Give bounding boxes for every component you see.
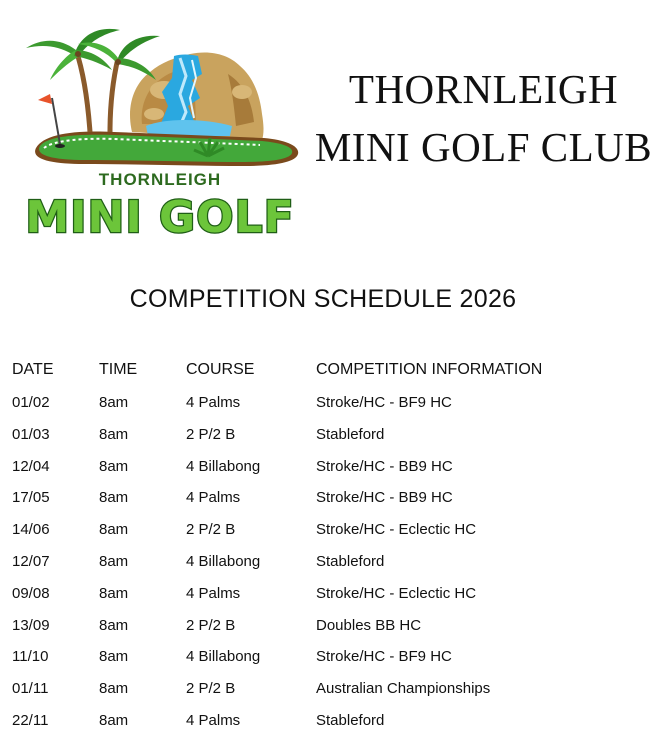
row-time: 8am bbox=[99, 521, 129, 539]
table-row bbox=[0, 516, 667, 548]
table-row bbox=[0, 484, 667, 516]
row-info: Stroke/HC - BB9 HC bbox=[316, 457, 453, 475]
header-competition-information: COMPETITION INFORMATION bbox=[316, 361, 543, 378]
table-row bbox=[0, 612, 667, 644]
row-course: 4 Palms bbox=[186, 584, 241, 602]
row-time: 8am bbox=[99, 584, 129, 602]
row-info: Stableford bbox=[316, 425, 385, 443]
row-time: 8am bbox=[99, 489, 129, 507]
table-row bbox=[0, 548, 667, 580]
row-date: 12/07 bbox=[12, 552, 50, 570]
row-info: Stroke/HC - BF9 HC bbox=[316, 394, 452, 411]
table-row bbox=[0, 707, 667, 739]
club-name-heading bbox=[300, 60, 667, 176]
row-time: 8am bbox=[99, 680, 129, 698]
table-row bbox=[0, 453, 667, 485]
row-time: 8am bbox=[99, 552, 129, 570]
row-course: 4 Palms bbox=[186, 711, 241, 729]
header-course: COURSE bbox=[186, 361, 255, 378]
schedule-title: COMPETITION SCHEDULE 2026 bbox=[129, 285, 517, 313]
schedule-table bbox=[0, 356, 667, 739]
header-time: TIME bbox=[99, 361, 138, 378]
row-date: 13/09 bbox=[12, 616, 50, 634]
row-date: 11/10 bbox=[12, 648, 49, 666]
row-date: 12/04 bbox=[12, 457, 50, 475]
row-time: 8am bbox=[99, 616, 129, 634]
row-info: Stableford bbox=[316, 552, 385, 570]
row-course: 4 Billabong bbox=[186, 552, 261, 570]
club-logo bbox=[14, 14, 306, 242]
logo-text-thornleigh: THORNLEIGH bbox=[98, 170, 222, 189]
row-course: 2 P/2 B bbox=[186, 425, 236, 443]
row-time: 8am bbox=[99, 425, 129, 443]
row-date: 14/06 bbox=[12, 521, 50, 539]
row-course: 4 Billabong bbox=[186, 457, 261, 475]
row-info: Doubles BB HC bbox=[316, 616, 422, 634]
row-date: 09/08 bbox=[12, 584, 50, 602]
row-info: Stroke/HC - Eclectic HC bbox=[316, 584, 477, 602]
row-date: 01/11 bbox=[12, 680, 49, 698]
row-course: 4 Palms bbox=[186, 489, 241, 507]
table-header-row bbox=[0, 356, 667, 389]
row-course: 4 Palms bbox=[186, 394, 241, 411]
row-info: Stroke/HC - BB9 HC bbox=[316, 489, 453, 507]
table-row bbox=[0, 580, 667, 612]
row-info: Stroke/HC - BF9 HC bbox=[316, 648, 452, 666]
row-course: 2 P/2 B bbox=[186, 521, 236, 539]
row-date: 17/05 bbox=[12, 489, 50, 507]
row-info: Stableford bbox=[316, 711, 385, 729]
club-name-line-2: MINI GOLF CLUB bbox=[314, 124, 653, 170]
row-time: 8am bbox=[99, 711, 129, 729]
table-row bbox=[0, 421, 667, 453]
row-course: 2 P/2 B bbox=[186, 680, 236, 698]
row-date: 01/03 bbox=[12, 425, 50, 443]
row-course: 2 P/2 B bbox=[186, 616, 236, 634]
row-time: 8am bbox=[99, 648, 129, 666]
row-time: 8am bbox=[99, 457, 129, 475]
club-name-line-1: THORNLEIGH bbox=[348, 66, 619, 112]
table-row bbox=[0, 643, 667, 675]
logo-text-mini-golf: MINI GOLF bbox=[25, 192, 295, 242]
row-info: Stroke/HC - Eclectic HC bbox=[316, 521, 477, 539]
row-time: 8am bbox=[99, 394, 129, 411]
table-row bbox=[0, 675, 667, 707]
header-date: DATE bbox=[12, 361, 54, 378]
row-date: 01/02 bbox=[12, 394, 50, 411]
row-info: Australian Championships bbox=[316, 680, 491, 698]
table-row bbox=[0, 389, 667, 421]
row-date: 22/11 bbox=[12, 711, 49, 729]
row-course: 4 Billabong bbox=[186, 648, 261, 666]
